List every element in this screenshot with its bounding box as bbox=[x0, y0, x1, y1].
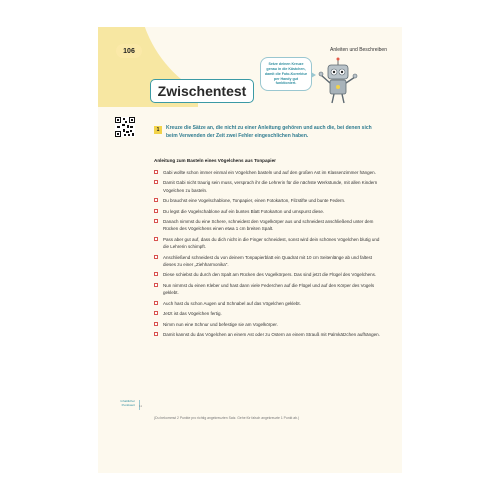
list-item: Nimm nun eine Schnur und befestige sie am Vogelkörper. bbox=[154, 321, 386, 328]
checkbox-icon[interactable] bbox=[154, 198, 158, 202]
task-instruction: Kreuze die Sätze an, die nicht zu einer Anleitung gehören und auch die, bei denen sich beim Verwenden der Zeit zwei Fehler eingeschlichen haben. bbox=[166, 125, 372, 139]
checkbox-icon[interactable] bbox=[154, 272, 158, 276]
checkbox-icon[interactable] bbox=[154, 237, 158, 241]
checkbox-icon[interactable] bbox=[154, 332, 158, 336]
qr-code-icon[interactable] bbox=[115, 117, 135, 137]
checkbox-icon[interactable] bbox=[154, 209, 158, 213]
checkbox-icon[interactable] bbox=[154, 283, 158, 287]
sentence-list bbox=[154, 169, 386, 342]
list-item: Jetzt ist das Vögelchen fertig. bbox=[154, 310, 386, 317]
checkbox-icon[interactable] bbox=[154, 255, 158, 259]
list-item: Damit Gabi nicht traurig sein muss, versprach ihr die Lehrerin für die nächste Werkstunde, mit allen Kindern Vögelchen zu basteln. bbox=[154, 179, 386, 194]
robot-mascot-icon bbox=[318, 57, 358, 105]
list-item: Diese schiebst du durch den Spalt am Rücken des Vogelkörpers. Das sind jetzt die Flügel des Vögelchens. bbox=[154, 271, 386, 278]
checkbox-icon[interactable] bbox=[154, 170, 158, 174]
checkbox-icon[interactable] bbox=[154, 219, 158, 223]
list-item: Auch hast du schon Augen und Schnabel auf das Vögelchen geklebt. bbox=[154, 300, 386, 307]
page-title: Zwischentest bbox=[150, 79, 254, 103]
checkbox-icon[interactable] bbox=[154, 311, 158, 315]
page-number: 106 bbox=[116, 44, 142, 58]
checkbox-icon[interactable] bbox=[154, 180, 158, 184]
speech-bubble: Setze deinen Kreuze genau in die Kästchen, damit die Foto-Korrektur per Handy gut funktioniert. bbox=[260, 57, 312, 91]
instruction-heading: Anleitung zum Basteln eines Vögelchens aus Tonpapier bbox=[154, 158, 276, 163]
list-item: Anschließend schneidest du von deinem Tonpapierblatt ein Quadrat mit 10 cm Seitenlänge ab und faltest dieses zu einer „Ziehharmonika". bbox=[154, 254, 386, 269]
checkbox-icon[interactable] bbox=[154, 322, 158, 326]
checkbox-icon[interactable] bbox=[154, 301, 158, 305]
score-margin-note: Inhaltlicher Punktwert 11 bbox=[112, 400, 140, 410]
section-title: Anleiten und Beschreiben bbox=[330, 47, 387, 53]
list-item: Danach nimmst du eine Schere, schneidest den Vogelkörper aus und schneidest anschließend unter dem Rücken des Vögelchens einen etwa 1 cm breiten Spalt. bbox=[154, 218, 386, 233]
workbook-page bbox=[98, 27, 402, 473]
list-item: Nun nimmst du einen Kleber und hast dann viele Federchen auf die Flügel und auf den Körper des Vogels geklebt. bbox=[154, 282, 386, 297]
list-item: Du brauchst eine Vogelschablone, Tonpapier, einen Fotokarton, Filzstifte und bunte Federn. bbox=[154, 197, 386, 204]
task-number: 1 bbox=[154, 126, 162, 134]
list-item: Pass aber gut auf, dass du dich nicht in die Finger schneidest, sonst wird dein schönes Vögelchen blutig und die Lehrerin schimpft. bbox=[154, 236, 386, 251]
list-item: Gabi wollte schon immer einmal ein Vögelchen basteln und auf den großen Ast im Klassenzimmer hängen. bbox=[154, 169, 386, 176]
list-item: Damit kannst du das Vögelchen an einem Ast oder zu Ostern an einem Strauß mit Palmkätzchen aufhängen. bbox=[154, 331, 386, 338]
list-item: Du legst die Vogelschablone auf ein buntes Blatt Fotokarton und umspurst diese. bbox=[154, 208, 386, 215]
footnote: (Du bekommst 2 Punkte pro richtig angekreuzten Satz. Gehe für falsch angekreuzte 1 Punkt ab.) bbox=[154, 416, 300, 420]
